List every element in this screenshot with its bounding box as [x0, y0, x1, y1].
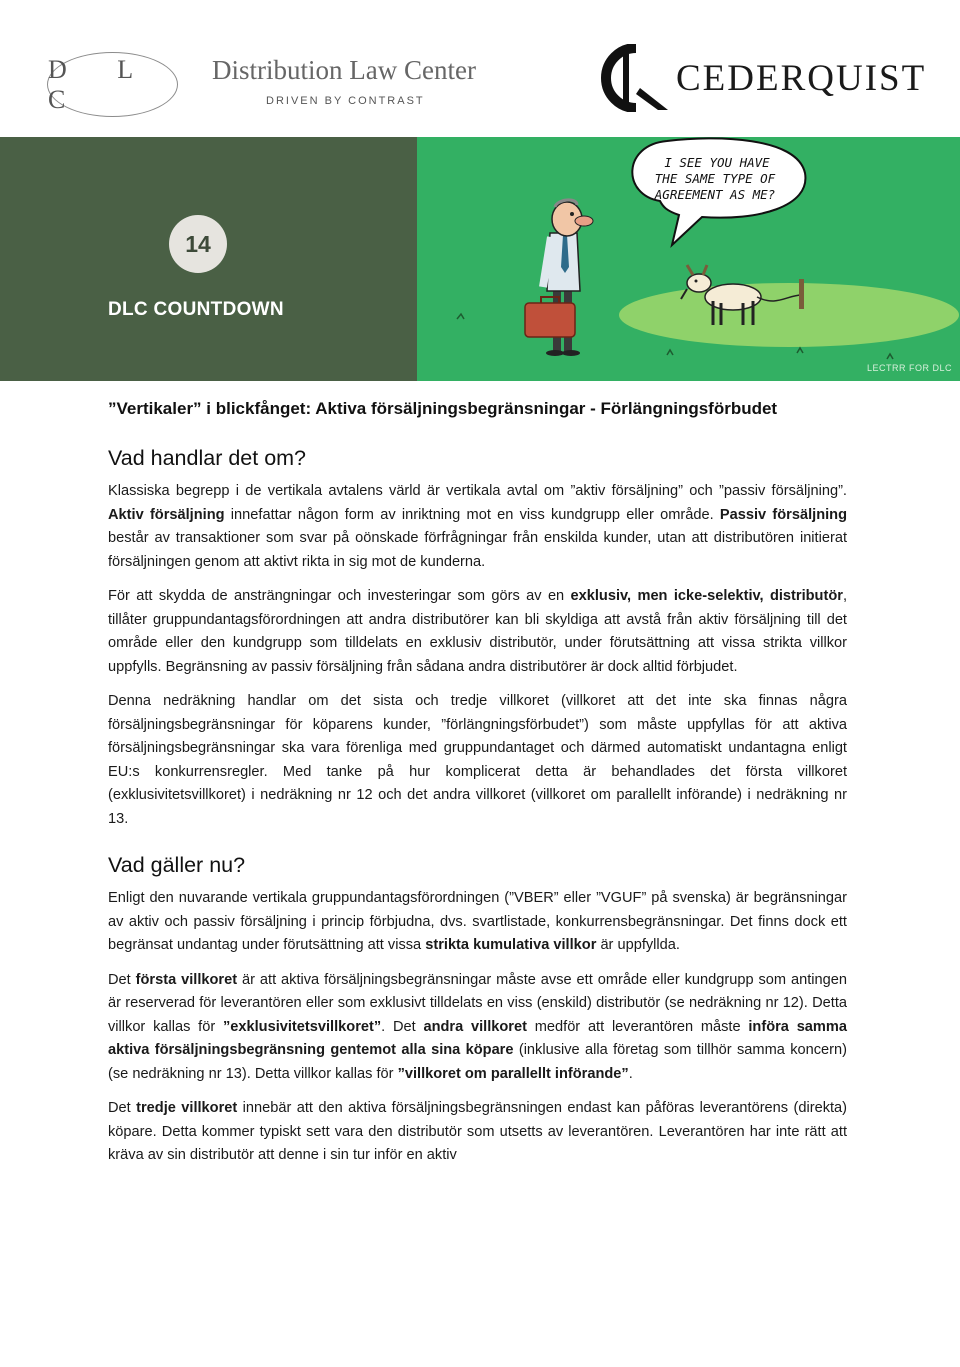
section-heading-current: Vad gäller nu? — [108, 853, 246, 877]
text-run: Enligt den nuvarande vertikala gruppundantagsförordningen (”VBER” eller ”VGUF” på svenska) är begränsningar av aktiv och passiv försäljning i princip förbjudna, dvs. svartlistade, konkurrensbegränsningar. Det finns dock ett begränsat undantag under förutsättning att vissa — [108, 890, 847, 953]
dlc-logo-letters: D L C — [48, 54, 155, 114]
bold-text: ”villkoret om parallellt införande” — [397, 1065, 629, 1082]
speech-bubble — [632, 138, 805, 245]
text-run: För att skydda de ansträngningar och investeringar som görs av en — [108, 588, 571, 604]
cederquist-name: CEDERQUIST — [676, 58, 927, 99]
text-run: . Det — [381, 1018, 424, 1035]
bold-text: införa samma aktiva försäljningsbegränsning gentemot alla sina köpare — [108, 1018, 847, 1058]
bold-text: Passiv försäljning — [719, 506, 847, 523]
document-body — [108, 397, 847, 1179]
grass-field — [619, 283, 959, 347]
text-run: innebär att den aktiva försäljningsbegränsningen endast kan påföras leverantörens (direkta) köpare. Detta kommer typiskt sett vara den distributör som utsetts av leverantören. Leverantören har inte rätt att kräva av sin distributör att denne i sin tur inför en aktiv — [108, 1100, 848, 1163]
text-run: innefattar någon form av inriktning mot en viss kundgrupp eller område. — [224, 506, 720, 523]
speech-line-1: I SEE YOU HAVE — [664, 155, 770, 170]
man-figure-icon — [525, 200, 593, 356]
text-run: , tillåter gruppundantagsförordningen att andra distributörer kan bli skyldiga att avstå från aktiv försäljning till det område eller den kundgrupp som tilldelats en exklusiv distributör, under förutsättning att vissa strikta villkor uppfylls. Begränsning av passiv försäljning från sådana andra distributörer är dock alltid förbjudet. — [108, 588, 847, 675]
text-run: är att aktiva försäljningsbegränsningar måste avse ett område eller kundgrupp som antingen är reserverad för leverantören eller som exklusivt tilldelats en viss (enskild) distributör (se nedräkning nr 12). Detta villkor kallas för — [108, 971, 847, 1035]
cartoon-credit: LECTRR FOR DLC — [866, 363, 952, 373]
paragraph — [108, 690, 847, 831]
paragraph — [108, 585, 847, 679]
bold-text: ”exklusivitetsvillkoret” — [222, 1018, 382, 1035]
text-run: Det — [108, 1100, 137, 1116]
speech-line-3: AGREEMENT AS ME? — [654, 187, 776, 202]
paragraph — [108, 887, 847, 958]
bold-text: första villkoret — [135, 971, 238, 988]
cederquist-logo-icon — [596, 44, 672, 112]
text-run: medför att leverantören måste — [526, 1018, 749, 1035]
page-header — [0, 0, 960, 137]
countdown-number-badge: 14 — [169, 215, 227, 273]
paragraph — [108, 969, 847, 1087]
text-run: Det — [108, 971, 136, 988]
dlc-name: Distribution Law Center — [212, 55, 476, 85]
section-heading-what: Vad handlar det om? — [108, 446, 307, 470]
countdown-banner — [0, 137, 417, 381]
bold-text: andra villkoret — [423, 1018, 527, 1035]
bold-text: tredje villkoret — [136, 1100, 238, 1116]
text-run: Klassiska begrepp i de vertikala avtalens värld är vertikala avtal om ”aktiv försäljning” och ”passiv försäljning”. — [108, 483, 847, 499]
bold-text: strikta kumulativa villkor — [425, 937, 597, 953]
text-run: (inklusive alla företag som tillhör samma koncern) (se nedräkning nr 13). Detta villkor kallas för — [108, 1042, 847, 1082]
text-run: Denna nedräkning handlar om det sista och tredje villkoret (villkoret att det inte ska finnas några försäljningsbegränsningar för köparens kunder, ”förlängningsförbudet”) som måste uppfyllas för att aktiva försäljningsbegränsningar ska vara förenliga med gruppundantaget och därmed automatiskt undantagna enligt EU:s konkurrensregler. Med tanke på hur komplicerat detta är behandlades det första villkoret (exklusivitetsvillkoret) i nedräkning nr 12 och det andra villkoret (villkoret om parallellt införande) i nedräkning nr 13. — [108, 693, 847, 827]
cartoon-scene — [417, 137, 960, 381]
paragraph — [108, 1097, 847, 1168]
text-run: . — [628, 1065, 633, 1082]
paragraph — [108, 480, 847, 574]
dlc-logo — [47, 52, 178, 117]
document-title: ”Vertikaler” i blickfånget: Aktiva försäljningsbegränsningar - Förlängningsförbudet — [108, 399, 778, 418]
text-run: består av transaktioner som svar på oönskade förfrågningar från enskilda kunder, utan att distributören initierat försäljningen genom att aktivt rikta in sig mot de kunderna. — [108, 530, 847, 570]
text-run: är uppfyllda. — [596, 937, 680, 953]
countdown-label: DLC COUNTDOWN — [108, 299, 284, 320]
dlc-tagline: DRIVEN BY CONTRAST — [266, 95, 425, 107]
bold-text: exklusiv, men icke-selektiv, distributör — [570, 588, 843, 604]
bold-text: Aktiv försäljning — [108, 506, 225, 523]
cartoon-illustration — [417, 137, 960, 381]
speech-line-2: THE SAME TYPE OF — [654, 171, 776, 186]
